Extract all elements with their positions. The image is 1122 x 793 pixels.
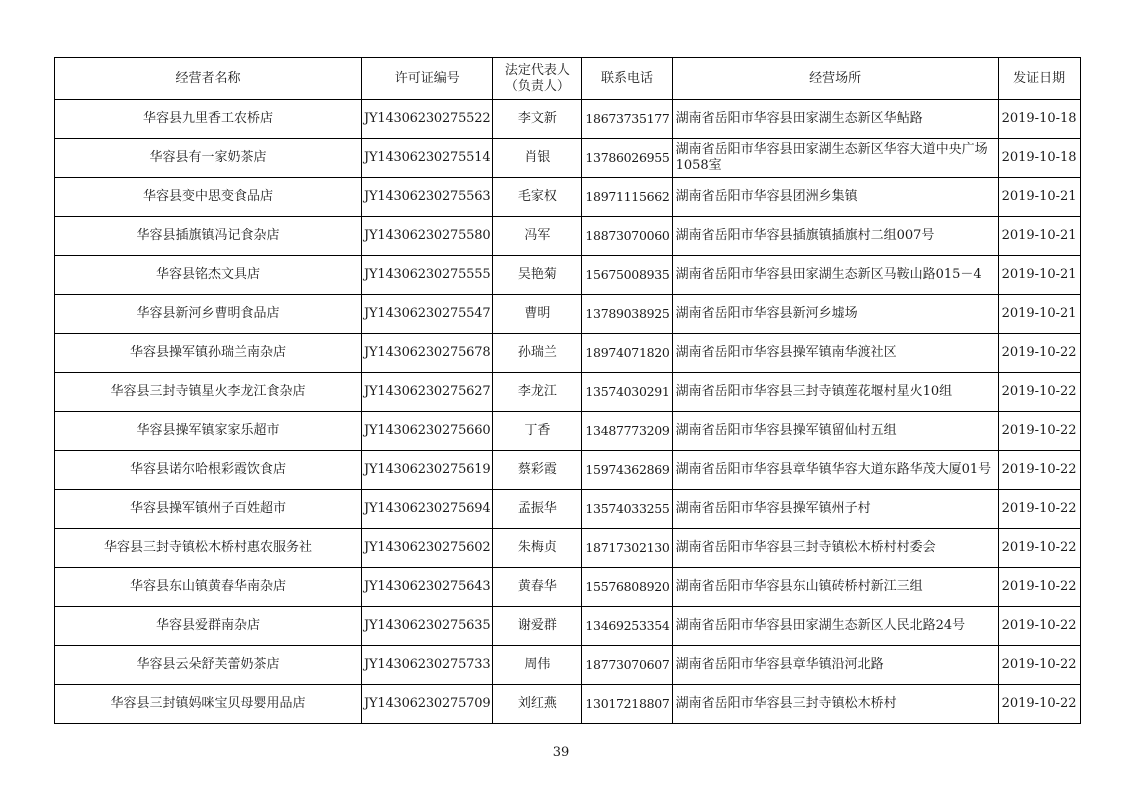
operator-name-cell: 华容县诺尔哈根彩霞饮食店 xyxy=(55,451,362,490)
table-row xyxy=(55,139,1081,178)
legal-rep-cell: 冯军 xyxy=(493,217,582,256)
operator-name-cell: 华容县操军镇孙瑞兰南杂店 xyxy=(55,334,362,373)
table-row xyxy=(55,412,1081,451)
operator-name-cell: 华容县九里香工农桥店 xyxy=(55,100,362,139)
operator-name-cell: 华容县操军镇州子百姓超市 xyxy=(55,490,362,529)
page-number: 39 xyxy=(552,745,570,760)
table-row xyxy=(55,451,1081,490)
phone-cell: 15576808920 xyxy=(582,568,672,607)
license-no-cell: JY14306230275619 xyxy=(362,451,493,490)
license-no-cell: JY14306230275643 xyxy=(362,568,493,607)
address-cell: 湖南省岳阳市华容县田家湖生态新区人民北路24号 xyxy=(672,607,998,646)
license-no-cell: JY14306230275660 xyxy=(362,412,493,451)
address-cell: 湖南省岳阳市华容县新河乡墟场 xyxy=(672,295,998,334)
address-cell: 湖南省岳阳市华容县团洲乡集镇 xyxy=(672,178,998,217)
license-no-cell: JY14306230275522 xyxy=(362,100,493,139)
header-legal-rep-line2: （负责人） xyxy=(504,78,570,94)
address-cell: 湖南省岳阳市华容县田家湖生态新区华容大道中央广场1058室 xyxy=(672,139,998,178)
address-cell: 湖南省岳阳市华容县章华镇沿河北路 xyxy=(672,646,998,685)
table-row xyxy=(55,607,1081,646)
header-phone: 联系电话 xyxy=(582,58,672,100)
phone-cell: 18673735177 xyxy=(582,100,672,139)
table-row xyxy=(55,646,1081,685)
issue-date-cell: 2019-10-21 xyxy=(998,256,1080,295)
license-no-cell: JY14306230275678 xyxy=(362,334,493,373)
operator-name-cell: 华容县云朵舒芙蕾奶茶店 xyxy=(55,646,362,685)
address-cell: 湖南省岳阳市华容县田家湖生态新区马鞍山路015－4 xyxy=(672,256,998,295)
header-issue-date: 发证日期 xyxy=(998,58,1080,100)
issue-date-cell: 2019-10-22 xyxy=(998,334,1080,373)
phone-cell: 18773070607 xyxy=(582,646,672,685)
license-no-cell: JY14306230275555 xyxy=(362,256,493,295)
license-no-cell: JY14306230275514 xyxy=(362,139,493,178)
issue-date-cell: 2019-10-22 xyxy=(998,373,1080,412)
header-address: 经营场所 xyxy=(672,58,998,100)
header-legal-rep-line1: 法定代表人 xyxy=(504,62,570,78)
license-table xyxy=(54,57,1081,724)
header-operator-name: 经营者名称 xyxy=(55,58,362,100)
table-row xyxy=(55,490,1081,529)
license-no-cell: JY14306230275563 xyxy=(362,178,493,217)
operator-name-cell: 华容县三封寺镇星火李龙江食杂店 xyxy=(55,373,362,412)
legal-rep-cell: 周伟 xyxy=(493,646,582,685)
phone-cell: 15675008935 xyxy=(582,256,672,295)
license-no-cell: JY14306230275709 xyxy=(362,685,493,724)
address-cell: 湖南省岳阳市华容县操军镇留仙村五组 xyxy=(672,412,998,451)
issue-date-cell: 2019-10-22 xyxy=(998,568,1080,607)
address-cell: 湖南省岳阳市华容县三封寺镇松木桥村 xyxy=(672,685,998,724)
operator-name-cell: 华容县三封镇妈咪宝贝母婴用品店 xyxy=(55,685,362,724)
address-cell: 湖南省岳阳市华容县东山镇砖桥村新江三组 xyxy=(672,568,998,607)
issue-date-cell: 2019-10-22 xyxy=(998,646,1080,685)
table-row xyxy=(55,178,1081,217)
operator-name-cell: 华容县东山镇黄春华南杂店 xyxy=(55,568,362,607)
phone-cell: 13789038925 xyxy=(582,295,672,334)
license-no-cell: JY14306230275602 xyxy=(362,529,493,568)
legal-rep-cell: 孙瑞兰 xyxy=(493,334,582,373)
legal-rep-cell: 毛家权 xyxy=(493,178,582,217)
phone-cell: 18971115662 xyxy=(582,178,672,217)
address-cell: 湖南省岳阳市华容县章华镇华容大道东路华茂大厦01号 xyxy=(672,451,998,490)
legal-rep-cell: 朱梅贞 xyxy=(493,529,582,568)
address-cell: 湖南省岳阳市华容县操军镇南华渡社区 xyxy=(672,334,998,373)
license-no-cell: JY14306230275733 xyxy=(362,646,493,685)
table-row xyxy=(55,295,1081,334)
phone-cell: 13574033255 xyxy=(582,490,672,529)
issue-date-cell: 2019-10-18 xyxy=(998,100,1080,139)
license-no-cell: JY14306230275580 xyxy=(362,217,493,256)
phone-cell: 13574030291 xyxy=(582,373,672,412)
issue-date-cell: 2019-10-22 xyxy=(998,451,1080,490)
phone-cell: 18873070060 xyxy=(582,217,672,256)
license-no-cell: JY14306230275635 xyxy=(362,607,493,646)
operator-name-cell: 华容县变中思变食品店 xyxy=(55,178,362,217)
address-cell: 湖南省岳阳市华容县田家湖生态新区华鲇路 xyxy=(672,100,998,139)
issue-date-cell: 2019-10-22 xyxy=(998,607,1080,646)
table-header-row xyxy=(55,58,1081,100)
table-row xyxy=(55,685,1081,724)
address-cell: 湖南省岳阳市华容县三封寺镇莲花堰村星火10组 xyxy=(672,373,998,412)
operator-name-cell: 华容县爱群南杂店 xyxy=(55,607,362,646)
legal-rep-cell: 孟振华 xyxy=(493,490,582,529)
issue-date-cell: 2019-10-21 xyxy=(998,295,1080,334)
legal-rep-cell: 蔡彩霞 xyxy=(493,451,582,490)
operator-name-cell: 华容县铭杰文具店 xyxy=(55,256,362,295)
legal-rep-cell: 吴艳菊 xyxy=(493,256,582,295)
operator-name-cell: 华容县有一家奶茶店 xyxy=(55,139,362,178)
operator-name-cell: 华容县新河乡曹明食品店 xyxy=(55,295,362,334)
legal-rep-cell: 曹明 xyxy=(493,295,582,334)
table-row xyxy=(55,256,1081,295)
license-no-cell: JY14306230275627 xyxy=(362,373,493,412)
table-row xyxy=(55,529,1081,568)
table-row xyxy=(55,373,1081,412)
phone-cell: 18974071820 xyxy=(582,334,672,373)
license-no-cell: JY14306230275694 xyxy=(362,490,493,529)
address-cell: 湖南省岳阳市华容县操军镇州子村 xyxy=(672,490,998,529)
issue-date-cell: 2019-10-22 xyxy=(998,685,1080,724)
legal-rep-cell: 黄春华 xyxy=(493,568,582,607)
legal-rep-cell: 李文新 xyxy=(493,100,582,139)
operator-name-cell: 华容县三封寺镇松木桥村惠农服务社 xyxy=(55,529,362,568)
issue-date-cell: 2019-10-18 xyxy=(998,139,1080,178)
header-license-no: 许可证编号 xyxy=(362,58,493,100)
issue-date-cell: 2019-10-21 xyxy=(998,178,1080,217)
table-row xyxy=(55,100,1081,139)
phone-cell: 18717302130 xyxy=(582,529,672,568)
legal-rep-cell: 李龙江 xyxy=(493,373,582,412)
phone-cell: 13786026955 xyxy=(582,139,672,178)
legal-rep-cell: 肖银 xyxy=(493,139,582,178)
table-row xyxy=(55,217,1081,256)
phone-cell: 15974362869 xyxy=(582,451,672,490)
license-table-container xyxy=(54,57,1081,724)
issue-date-cell: 2019-10-22 xyxy=(998,529,1080,568)
legal-rep-cell: 刘红燕 xyxy=(493,685,582,724)
legal-rep-cell: 丁香 xyxy=(493,412,582,451)
issue-date-cell: 2019-10-22 xyxy=(998,490,1080,529)
table-row xyxy=(55,334,1081,373)
table-row xyxy=(55,568,1081,607)
address-cell: 湖南省岳阳市华容县三封寺镇松木桥村村委会 xyxy=(672,529,998,568)
address-cell: 湖南省岳阳市华容县插旗镇插旗村二组007号 xyxy=(672,217,998,256)
legal-rep-cell: 谢爱群 xyxy=(493,607,582,646)
header-legal-rep xyxy=(493,58,582,100)
phone-cell: 13469253354 xyxy=(582,607,672,646)
phone-cell: 13487773209 xyxy=(582,412,672,451)
operator-name-cell: 华容县操军镇家家乐超市 xyxy=(55,412,362,451)
issue-date-cell: 2019-10-22 xyxy=(998,412,1080,451)
license-no-cell: JY14306230275547 xyxy=(362,295,493,334)
issue-date-cell: 2019-10-21 xyxy=(998,217,1080,256)
phone-cell: 13017218807 xyxy=(582,685,672,724)
operator-name-cell: 华容县插旗镇冯记食杂店 xyxy=(55,217,362,256)
